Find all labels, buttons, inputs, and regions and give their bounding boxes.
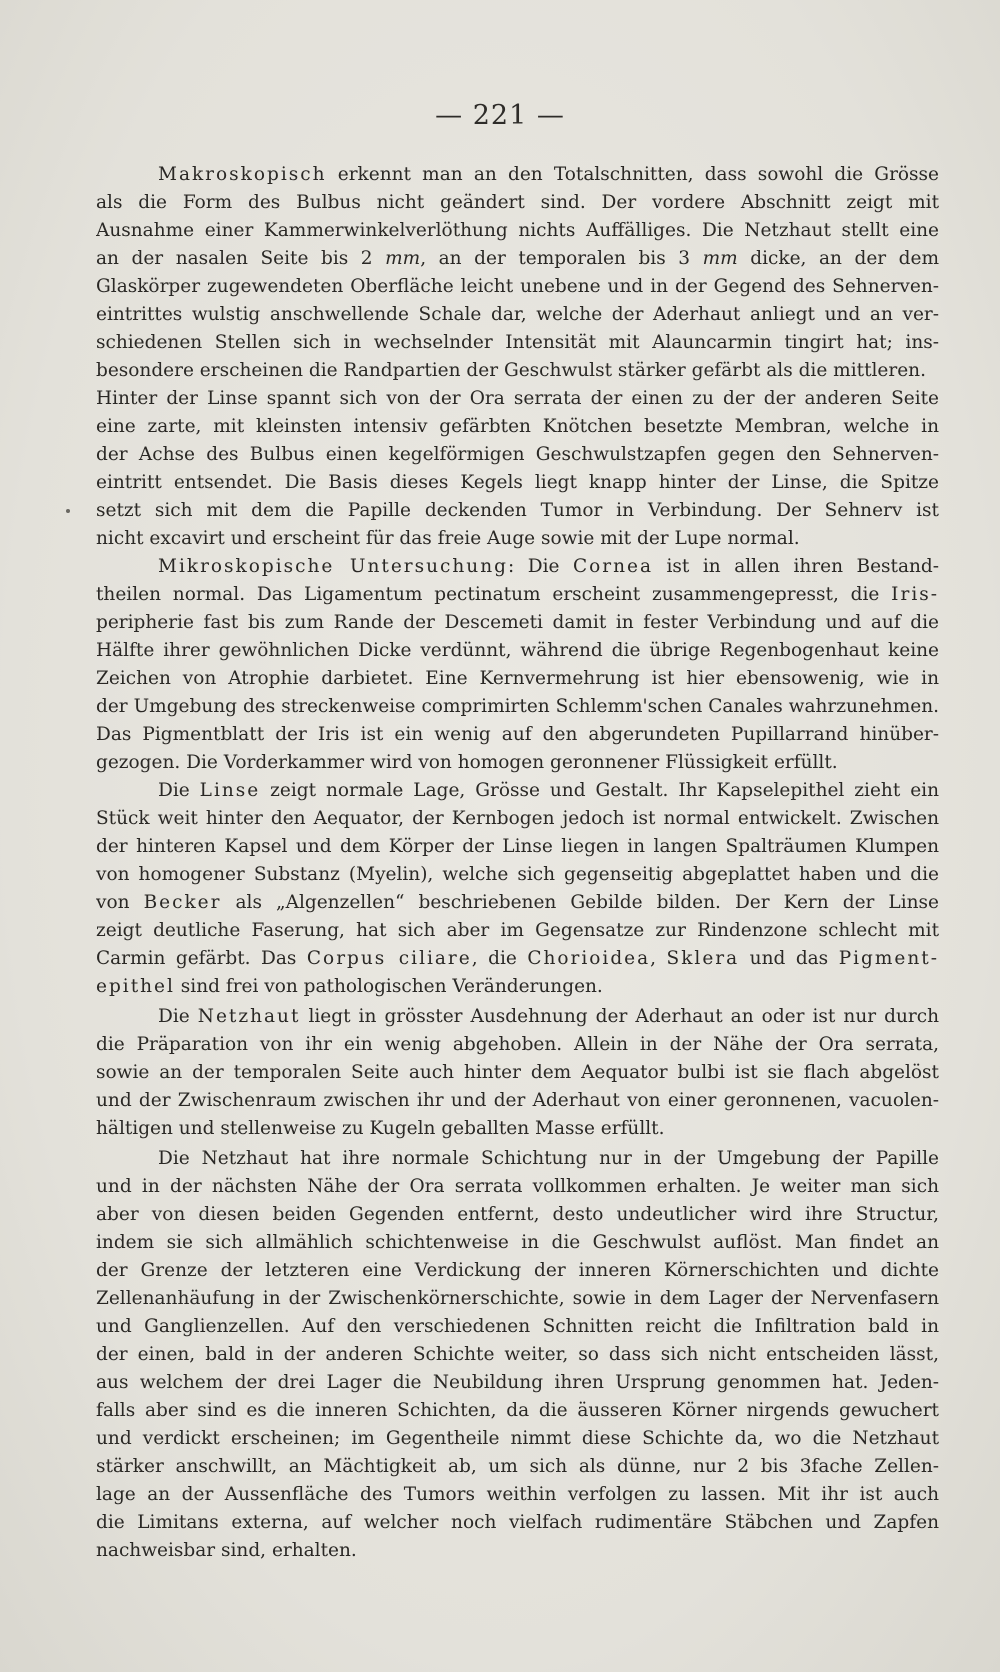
text-line: nicht excavirt und erscheint für das freie Auge sowie mit der Lupe normal.	[96, 528, 800, 549]
text-line: lage an der Aussenfläche des Tumors weithin verfolgen zu lassen. Mit ihr ist auch	[96, 1484, 939, 1505]
text-line: der Achse des Bulbus einen kegelförmigen Geschwulstzapfen gegen den Sehnerven-	[96, 444, 939, 465]
text-line: von Becker als „Algenzellen“ beschriebenen Gebilde bilden. Der Kern der Linse	[96, 892, 939, 913]
text-line: stärker anschwillt, an Mächtigkeit ab, um sich als dünne, nur 2 bis 3fache Zellen-	[96, 1456, 939, 1477]
text-line: die Limitans externa, auf welcher noch vielfach rudimentäre Stäbchen und Zapfen	[96, 1512, 939, 1533]
text-line: nachweisbar sind, erhalten.	[96, 1540, 357, 1561]
text-line: gezogen. Die Vorderkammer wird von homogen geronnener Flüssigkeit erfüllt.	[96, 752, 838, 773]
text-line: indem sie sich allmählich schichtenweise in die Geschwulst auflöst. Man findet an	[96, 1232, 939, 1253]
text-line: aber von diesen beiden Gegenden entfernt, desto undeutlicher wird ihre Structur,	[96, 1204, 939, 1225]
text-line: und Ganglienzellen. Auf den verschiedenen Schnitten reicht die Infiltration bald in	[96, 1316, 939, 1337]
text-line: der einen, bald in der anderen Schichte weiter, so dass sich nicht entscheiden lässt,	[96, 1344, 939, 1365]
text-line: Die Linse zeigt normale Lage, Grösse und Gestalt. Ihr Kapselepithel zieht ein	[158, 780, 939, 801]
text-line: die Präparation von ihr ein wenig abgehoben. Allein in der Nähe der Ora serrata,	[96, 1034, 939, 1055]
text-line: eine zarte, mit kleinsten intensiv gefärbten Knötchen besetzte Membran, welche in	[96, 416, 939, 437]
text-line: Die Netzhaut liegt in grösster Ausdehnung der Aderhaut an oder ist nur durch	[158, 1006, 939, 1027]
text-line: theilen normal. Das Ligamentum pectinatum erscheint zusammengepresst, die Iris-	[96, 584, 939, 605]
text-line: eintrittes wulstig anschwellende Schale dar, welche der Aderhaut anliegt und an ver-	[96, 304, 939, 325]
text-line: Makroskopisch erkennt man an den Totalschnitten, dass sowohl die Grösse	[158, 164, 939, 185]
text-line: hältigen und stellenweise zu Kugeln geballten Masse erfüllt.	[96, 1118, 665, 1139]
text-line: sowie an der temporalen Seite auch hinter dem Aequator bulbi ist sie flach abgelöst	[96, 1062, 939, 1083]
text-line: an der nasalen Seite bis 2 mm, an der temporalen bis 3 mm dicke, an der dem	[96, 248, 939, 269]
text-line: Carmin gefärbt. Das Corpus ciliare, die Chorioidea, Sklera und das Pigment-	[96, 948, 939, 969]
text-line: zeigt deutliche Faserung, hat sich aber im Gegensatze zur Rindenzone schlecht mit	[96, 920, 939, 941]
text-line: peripherie fast bis zum Rande der Descemeti damit in fester Verbindung und auf die	[96, 612, 939, 633]
text-line: Zeichen von Atrophie darbietet. Eine Kernvermehrung ist hier ebensowenig, wie in	[96, 668, 939, 689]
text-line: der hinteren Kapsel und dem Körper der Linse liegen in langen Spalträumen Klumpen	[96, 836, 939, 857]
text-line: Glaskörper zugewendeten Oberfläche leicht unebene und in der Gegend des Sehnerven-	[96, 276, 939, 297]
text-line: von homogener Substanz (Myelin), welche sich gegenseitig abgeplattet haben und die	[96, 864, 939, 885]
text-line: schiedenen Stellen sich in wechselnder Intensität mit Alauncarmin tingirt hat; ins-	[96, 332, 939, 353]
text-line: als die Form des Bulbus nicht geändert sind. Der vordere Abschnitt zeigt mit	[96, 192, 939, 213]
text-line: Zellenanhäufung in der Zwischenkörnerschichte, sowie in dem Lager der Nervenfasern	[96, 1288, 939, 1309]
text-line: aus welchem der drei Lager die Neubildung ihren Ursprung genommen hat. Jeden-	[96, 1372, 939, 1393]
text-line: Hinter der Linse spannt sich von der Ora serrata der einen zu der der anderen Seite	[96, 388, 939, 409]
text-line: epithel sind frei von pathologischen Veränderungen.	[96, 976, 603, 997]
text-line: der Grenze der letzteren eine Verdickung der inneren Körnerschichten und dichte	[96, 1260, 939, 1281]
text-line: und in der nächsten Nähe der Ora serrata vollkommen erhalten. Je weiter man sich	[96, 1176, 939, 1197]
text-line: besondere erscheinen die Randpartien der Geschwulst stärker gefärbt als die mittleren.	[96, 360, 926, 381]
text-line: Stück weit hinter den Aequator, der Kernbogen jedoch ist normal entwickelt. Zwischen	[96, 808, 939, 829]
text-line: und verdickt erscheinen; im Gegentheile nimmt diese Schichte da, wo die Netzhaut	[96, 1428, 939, 1449]
text-line: eintritt entsendet. Die Basis dieses Kegels liegt knapp hinter der Linse, die Spitze	[96, 472, 939, 493]
text-line: Das Pigmentblatt der Iris ist ein wenig auf den abgerundeten Pupillarrand hinüber-	[96, 724, 939, 745]
text-line: Die Netzhaut hat ihre normale Schichtung nur in der Umgebung der Papille	[158, 1148, 939, 1169]
margin-dot	[66, 509, 70, 513]
text-line: und der Zwischenraum zwischen ihr und der Aderhaut von einer geronnenen, vacuolen-	[96, 1090, 939, 1111]
text-line: Hälfte ihrer gewöhnlichen Dicke verdünnt, während die übrige Regenbogenhaut keine	[96, 640, 939, 661]
text-line: setzt sich mit dem die Papille deckenden Tumor in Verbindung. Der Sehnerv ist	[96, 500, 939, 521]
text-line: der Umgebung des streckenweise comprimirten Schlemm'schen Canales wahrzunehmen.	[96, 696, 939, 717]
text-line: falls aber sind es die inneren Schichten, da die äusseren Körner nirgends gewuchert	[96, 1400, 939, 1421]
page-number: — 221 —	[435, 100, 565, 131]
text-line: Mikroskopische Untersuchung: Die Cornea ist in allen ihren Bestand-	[158, 556, 939, 577]
text-line: Ausnahme einer Kammerwinkelverlöthung nichts Auffälliges. Die Netzhaut stellt eine	[96, 220, 939, 241]
